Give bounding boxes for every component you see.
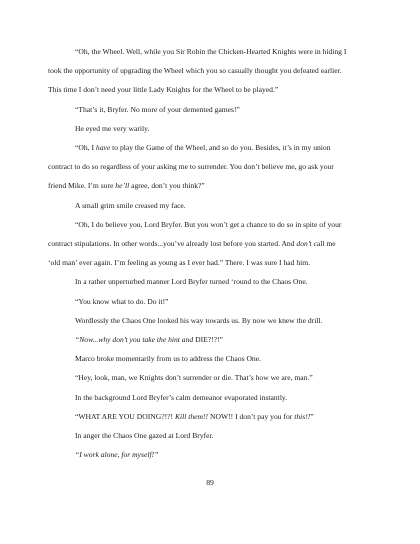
paragraph <box>48 368 383 387</box>
text-run: ” <box>310 411 314 421</box>
paragraph <box>48 426 383 445</box>
paragraph <box>48 196 383 215</box>
italic-run: “I work alone, for myself!” <box>75 450 159 460</box>
text-run: to play the Game of the Wheel, and so do you. Besides, it’s in my union <box>110 143 331 153</box>
text-line <box>48 368 383 387</box>
paragraph <box>48 407 383 426</box>
italic-run: “Now...why don’t you take the hint and <box>75 335 196 345</box>
text-line <box>48 426 383 445</box>
text-run: DIE?!?!” <box>195 335 223 345</box>
text-line <box>48 234 383 253</box>
text-line <box>48 100 383 119</box>
text-run: “Oh, the Wheel. Well, while you Sir Robin the Chicken-Hearted Knights were in hiding I <box>75 47 347 56</box>
text-line <box>48 157 383 176</box>
text-run: took the opportunity of upgrading the Wheel which you so casually thought you defeated earlier. <box>48 66 342 76</box>
text-line <box>48 119 383 138</box>
paragraph <box>48 119 383 138</box>
paragraph <box>48 445 383 464</box>
text-run: NOW!! I don’t pay you for <box>208 411 295 421</box>
italic-run: he’ll <box>115 181 130 191</box>
text-run: “You know what to do. Do it!” <box>75 296 169 306</box>
paragraph <box>48 349 383 368</box>
text-run: “Oh, I do believe you, Lord Bryfer. But you won’t get a chance to do so in spite of your <box>75 219 342 229</box>
text-line <box>48 445 383 464</box>
italic-run: have <box>95 143 111 153</box>
text-run: Wordlessly the Chaos One looked his way towards us. By now we knew the drill. <box>75 315 323 325</box>
text-run: “Hey, look, man, we Knights don’t surrender or die. That’s how we are, man.” <box>75 373 313 383</box>
text-line <box>48 311 383 330</box>
text-run: Marco broke momentarily from us to address the Chaos One. <box>75 354 262 364</box>
text-run: agree, don’t you think?” <box>129 181 205 191</box>
paragraph <box>48 42 383 100</box>
text-run: A small grim smile creased my face. <box>75 200 186 210</box>
text-run: “WHAT ARE YOU DOING?!?! <box>75 411 175 421</box>
paragraph <box>48 272 383 291</box>
text-line <box>48 253 383 272</box>
text-run: In the background Lord Bryfer’s calm demeanor evaporated instantly. <box>75 392 288 402</box>
text-run: friend Mike. I’m sure <box>48 181 116 191</box>
text-run: call me <box>311 239 336 249</box>
text-line <box>48 388 383 407</box>
text-line <box>48 407 383 426</box>
italic-run: don’t <box>296 239 312 249</box>
text-line <box>48 196 383 215</box>
paragraph <box>48 311 383 330</box>
text-line <box>48 138 383 157</box>
paragraph <box>48 138 383 196</box>
text-run: ‘old man’ ever again. I’m feeling as young as I ever had.” There. I was sure I had him. <box>48 258 311 268</box>
paragraph <box>48 330 383 349</box>
italic-run: Kill them!! <box>174 411 209 421</box>
text-line <box>48 272 383 291</box>
text-run: He eyed me very warily. <box>75 123 150 133</box>
text-run: In anger the Chaos One gazed at Lord Bryfer. <box>75 431 214 441</box>
paragraph <box>48 100 383 119</box>
text-line <box>48 330 383 349</box>
text-run: contract stipulations. In other words...you’ve already lost before you started. And <box>48 239 297 249</box>
text-line <box>48 349 383 368</box>
paragraph <box>48 292 383 311</box>
page-body-text <box>48 42 383 464</box>
page-number: 89 <box>206 478 214 487</box>
text-run: This time I don’t need your little Lady Knights for the Wheel to be played.” <box>48 85 279 95</box>
text-run: contract to do so regardless of your asking me to surrender. You don’t believe me, go ask your <box>48 162 334 172</box>
text-line <box>48 61 383 80</box>
text-line <box>48 42 383 61</box>
text-line <box>48 292 383 311</box>
text-line <box>48 176 383 195</box>
text-line <box>48 215 383 234</box>
text-line <box>48 80 383 99</box>
text-run: “Oh, I <box>75 143 96 153</box>
text-run: In a rather unperturbed manner Lord Bryfer turned ‘round to the Chaos One. <box>75 277 308 287</box>
italic-run: this!! <box>294 411 311 421</box>
paragraph <box>48 388 383 407</box>
paragraph <box>48 215 383 273</box>
text-run: “That’s it, Bryfer. No more of your demented games!” <box>75 104 240 114</box>
